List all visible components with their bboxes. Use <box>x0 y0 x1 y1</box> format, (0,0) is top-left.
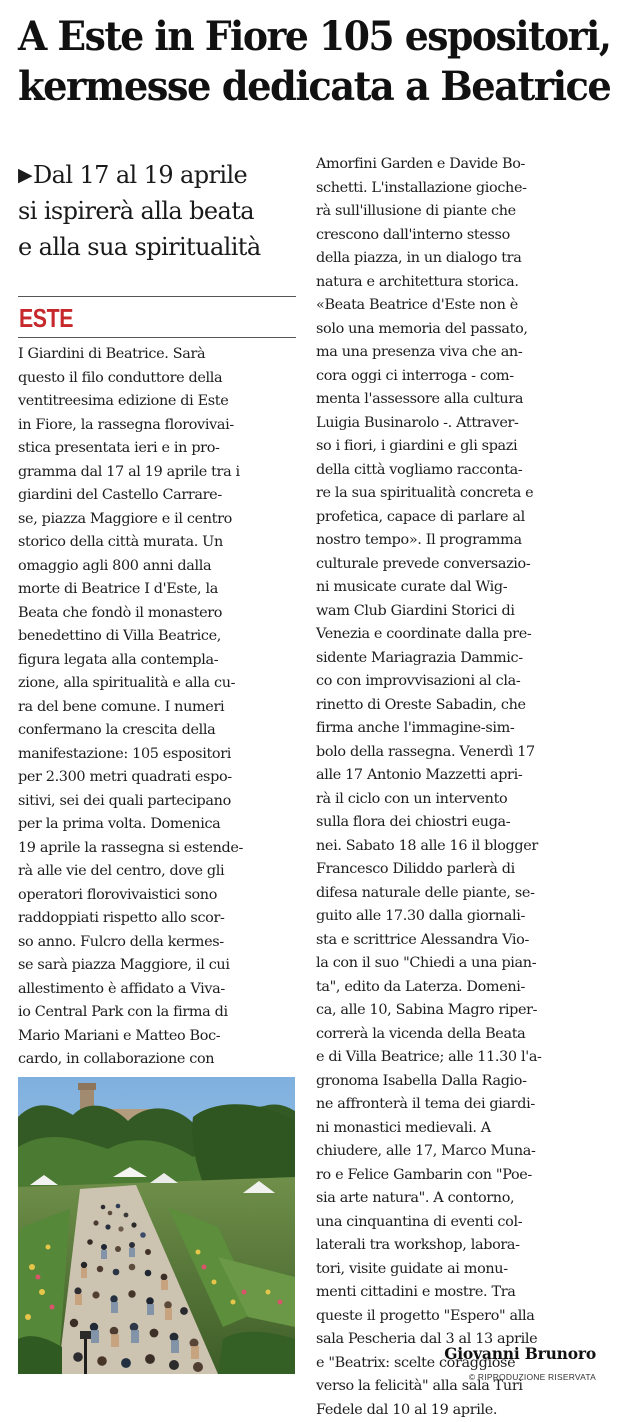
body-text-line: per 2.300 metri quadrati espo- <box>18 766 298 790</box>
body-text-line: «Beata Beatrice d'Este non è <box>316 294 598 318</box>
body-text-line: io Central Park con la firma di <box>18 1001 298 1025</box>
body-text-line: ne affronterà il tema dei giardi- <box>316 1093 598 1117</box>
body-text-line: una cinquantina di eventi col- <box>316 1211 598 1235</box>
body-text-line: sta e scrittrice Alessandra Vio- <box>316 929 598 953</box>
body-text-line: difesa naturale delle piante, se- <box>316 882 598 906</box>
headline-line-2: kermesse dedicata a Beatrice <box>18 62 587 112</box>
body-text-line: correrà la vicenda della Beata <box>316 1023 598 1047</box>
article-byline: Giovanni Brunoro <box>316 1343 596 1365</box>
body-text-line: schetti. L'installazione gioche- <box>316 177 598 201</box>
body-text-line: profetica, capace di parlare al <box>316 506 598 530</box>
body-text-line: questo il filo conduttore della <box>18 367 298 391</box>
body-text-line: solo una memoria del passato, <box>316 318 598 342</box>
triangle-bullet-icon: ▶ <box>18 157 32 193</box>
body-text-line: 19 aprile la rassegna si estende- <box>18 837 298 861</box>
body-text-line: raddoppiati rispetto allo scor- <box>18 907 298 931</box>
body-text-line: nostro tempo». Il programma <box>316 529 598 553</box>
body-text-line: morte di Beatrice I d'Este, la <box>18 578 298 602</box>
article-headline <box>18 12 610 112</box>
article-subhead <box>18 157 303 265</box>
subhead-line-2: si ispirerà alla beata <box>18 193 303 229</box>
body-text-line: zione, alla spiritualità e alla cu- <box>18 672 298 696</box>
copyright-notice: © RIPRODUZIONE RISERVATA <box>316 1371 596 1383</box>
body-text-line: culturale prevede conversazio- <box>316 553 598 577</box>
body-text-line: nei. Sabato 18 alle 16 il blogger <box>316 835 598 859</box>
body-text-line: so anno. Fulcro della kermes- <box>18 931 298 955</box>
body-text-line: sidente Mariagrazia Dammic- <box>316 647 598 671</box>
body-text-line: re la sua spiritualità concreta e <box>316 482 598 506</box>
body-text-line: figura legata alla contempla- <box>18 649 298 673</box>
body-text-line: crescono dall'interno stesso <box>316 224 598 248</box>
body-text-line: manifestazione: 105 espositori <box>18 743 298 767</box>
body-text-line: guito alle 17.30 dalla giornali- <box>316 905 598 929</box>
body-text-line: ra del bene comune. I numeri <box>18 696 298 720</box>
body-text-line: Beata che fondò il monastero <box>18 602 298 626</box>
body-text-line: menti cittadini e mostre. Tra <box>316 1281 598 1305</box>
body-text-line: gramma dal 17 al 19 aprile tra i <box>18 461 298 485</box>
kicker-divider-bottom <box>18 337 296 338</box>
body-text-line: se, piazza Maggiore e il centro <box>18 508 298 532</box>
body-text-line: storico della città murata. Un <box>18 531 298 555</box>
body-text-line: Mario Mariani e Matteo Boc- <box>18 1025 298 1049</box>
body-text-line: per la prima volta. Domenica <box>18 813 298 837</box>
body-text-line: benedettino di Villa Beatrice, <box>18 625 298 649</box>
body-text-line: allestimento è affidato a Viva- <box>18 978 298 1002</box>
body-text-line: laterali tra workshop, labora- <box>316 1234 598 1258</box>
body-column-right <box>316 153 598 1422</box>
body-text-line: operatori florovivaistici sono <box>18 884 298 908</box>
body-text-line: menta l'assessore alla cultura <box>316 388 598 412</box>
body-text-line: se sarà piazza Maggiore, il cui <box>18 954 298 978</box>
body-text-line: e di Villa Beatrice; alle 11.30 l'a- <box>316 1046 598 1070</box>
body-text-line: tori, visite guidate ai monu- <box>316 1258 598 1282</box>
body-column-left <box>18 343 298 1072</box>
body-text-line: ni monastici medievali. A <box>316 1117 598 1141</box>
body-text-line: ma una presenza viva che an- <box>316 341 598 365</box>
body-text-line: rinetto di Oreste Sabadin, che <box>316 694 598 718</box>
subhead-line-3: e alla sua spiritualità <box>18 229 303 265</box>
body-text-line: bolo della rassegna. Venerdì 17 <box>316 741 598 765</box>
body-text-line: Fedele dal 10 al 19 aprile. <box>316 1399 598 1422</box>
body-text-line: della città vogliamo racconta- <box>316 459 598 483</box>
body-text-line: sitivi, sei dei quali partecipano <box>18 790 298 814</box>
body-text-line: omaggio agli 800 anni dalla <box>18 555 298 579</box>
body-text-line: I Giardini di Beatrice. Sarà <box>18 343 298 367</box>
body-text-line: alle 17 Antonio Mazzetti apri- <box>316 764 598 788</box>
body-text-line: sala Pescheria dal 3 al 13 aprile <box>316 1328 598 1352</box>
body-text-line: stica presentata ieri e in pro- <box>18 437 298 461</box>
body-text-line: natura e architettura storica. <box>316 271 598 295</box>
body-text-line: e "Beatrix: scelte coraggiose <box>316 1352 598 1376</box>
body-text-line: della piazza, in un dialogo tra <box>316 247 598 271</box>
photo-illustration <box>18 1077 295 1374</box>
body-text-line: la con il suo "Chiedi a una pian- <box>316 952 598 976</box>
body-text-line: sulla flora dei chiostri euga- <box>316 811 598 835</box>
body-text-line: verso la felicità" alla sala Turi <box>316 1375 598 1399</box>
body-text-line: Venezia e coordinate dalla pre- <box>316 623 598 647</box>
body-text-line: ro e Felice Gambarin con "Poe- <box>316 1164 598 1188</box>
body-text-line: ta", edito da Laterza. Domeni- <box>316 976 598 1000</box>
body-text-line: cardo, in collaborazione con <box>18 1048 298 1072</box>
subhead-line-1: ▶Dal 17 al 19 aprile <box>18 157 303 193</box>
body-text-line: rà alle vie del centro, dove gli <box>18 860 298 884</box>
kicker-divider-top <box>18 296 296 297</box>
body-text-line: ventitreesima edizione di Este <box>18 390 298 414</box>
body-text-line: ni musicate curate dal Wig- <box>316 576 598 600</box>
body-text-line: so i fiori, i giardini e gli spazi <box>316 435 598 459</box>
body-text-line: rà sull'illusione di piante che <box>316 200 598 224</box>
body-text-line: gronoma Isabella Dalla Ragio- <box>316 1070 598 1094</box>
body-text-line: in Fiore, la rassegna florovivai- <box>18 414 298 438</box>
body-text-line: giardini del Castello Carrare- <box>18 484 298 508</box>
body-text-line: wam Club Giardini Storici di <box>316 600 598 624</box>
body-text-line: Francesco Diliddo parlerà di <box>316 858 598 882</box>
body-text-line: Luigia Businarolo -. Attraver- <box>316 412 598 436</box>
body-text-line: cora oggi ci interroga - com- <box>316 365 598 389</box>
body-text-line: sia arte natura". A contorno, <box>316 1187 598 1211</box>
body-text-line: co con improvvisazioni al cla- <box>316 670 598 694</box>
body-text-line: firma anche l'immagine-sim- <box>316 717 598 741</box>
body-text-line: Amorfini Garden e Davide Bo- <box>316 153 598 177</box>
body-text-line: rà il ciclo con un intervento <box>316 788 598 812</box>
body-text-line: ca, alle 10, Sabina Magro riper- <box>316 999 598 1023</box>
body-text-line: chiudere, alle 17, Marco Muna- <box>316 1140 598 1164</box>
section-kicker: ESTE <box>19 301 73 335</box>
headline-line-1: A Este in Fiore 105 espositori, <box>18 12 576 62</box>
body-text-line: confermano la crescita della <box>18 719 298 743</box>
garden-crowd-photo <box>18 1077 295 1374</box>
body-text-line: queste il progetto "Espero" alla <box>316 1305 598 1329</box>
